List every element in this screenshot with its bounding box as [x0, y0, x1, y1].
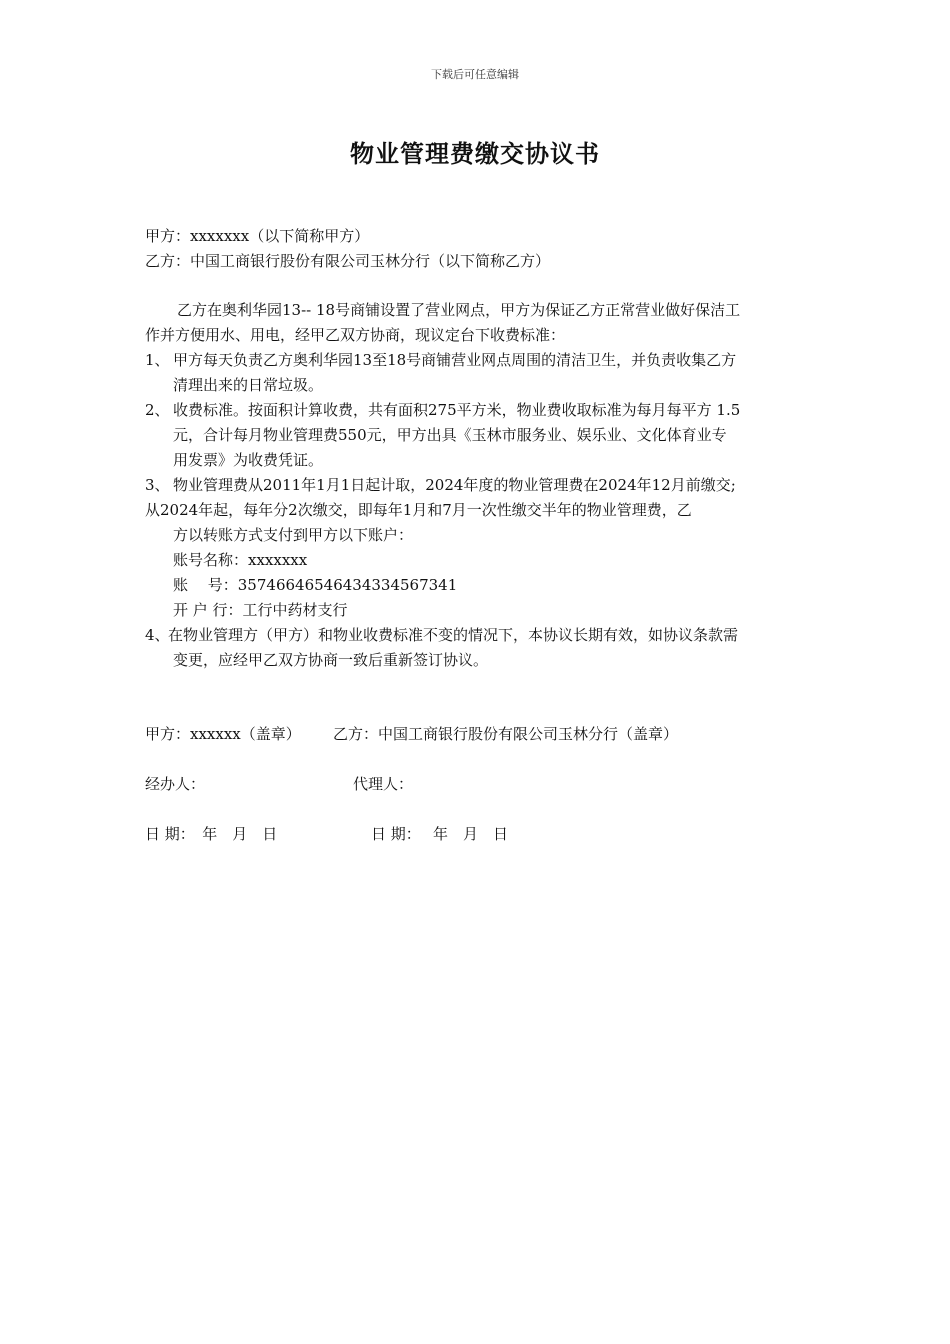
account-number: 账 号：35746646546434334567341 — [173, 576, 458, 594]
clause-number: 3、 — [145, 476, 170, 494]
signature-party-a: 甲方：xxxxxx（盖章） — [145, 725, 301, 743]
account-name: 账号名称：xxxxxxx — [173, 551, 308, 569]
clause-line: 变更，应经甲乙双方协商一致后重新签订协议。 — [173, 651, 489, 669]
handler-label: 经办人： — [145, 775, 206, 793]
clause-line: 方以转账方式支付到甲方以下账户： — [173, 526, 414, 544]
clause-line: 清理出来的日常垃圾。 — [173, 376, 324, 394]
clause-number: 1、 — [145, 351, 170, 369]
clause-line: 甲方每天负责乙方奥利华园13至18号商铺营业网点周围的清洁卫生，并负责收集乙方 — [173, 351, 737, 369]
clause-number: 4、 — [145, 626, 170, 644]
agent-label: 代理人： — [353, 775, 414, 793]
intro-line-1: 乙方在奥利华园13-- 18号商铺设置了营业网点，甲方为保证乙方正常营业做好保洁工 — [177, 301, 741, 319]
party-a-line: 甲方：xxxxxxx（以下简称甲方） — [145, 227, 370, 245]
clause-line: 用发票》为收费凭证。 — [173, 451, 324, 469]
clause-number: 2、 — [145, 401, 170, 419]
intro-line-2: 作并方便用水、用电，经甲乙双方协商，现议定台下收费标准： — [145, 326, 566, 344]
clause-line: 在物业管理方（甲方）和物业收费标准不变的情况下，本协议长期有效，如协议条款需 — [168, 626, 739, 644]
clause-line: 物业管理费从2011年1月1日起计取，2024年度的物业管理费在2024年12月前缴交; — [173, 476, 736, 494]
document-title: 物业管理费缴交协议书 — [350, 139, 600, 168]
clause-line: 收费标准。按面积计算收费，共有面积275平方米，物业费收取标准为每月每平方 1.5 — [173, 401, 741, 419]
party-b-line: 乙方：中国工商银行股份有限公司玉林分行（以下简称乙方） — [145, 252, 551, 270]
signature-party-b: 乙方：中国工商银行股份有限公司玉林分行（盖章） — [333, 725, 679, 743]
clause-line: 从2024年起，每年分2次缴交，即每年1月和7月一次性缴交半年的物业管理费，乙 — [145, 501, 692, 519]
date-party-b: 日 期： 年 月 日 — [371, 825, 509, 843]
account-bank: 开 户 行：工行中药材支行 — [173, 601, 348, 619]
clause-line: 元，合计每月物业管理费550元，甲方出具《玉林市服务业、娱乐业、文化体育业专 — [173, 426, 727, 444]
date-party-a: 日 期： 年 月 日 — [145, 825, 278, 843]
header-note: 下载后可任意编辑 — [431, 68, 519, 81]
